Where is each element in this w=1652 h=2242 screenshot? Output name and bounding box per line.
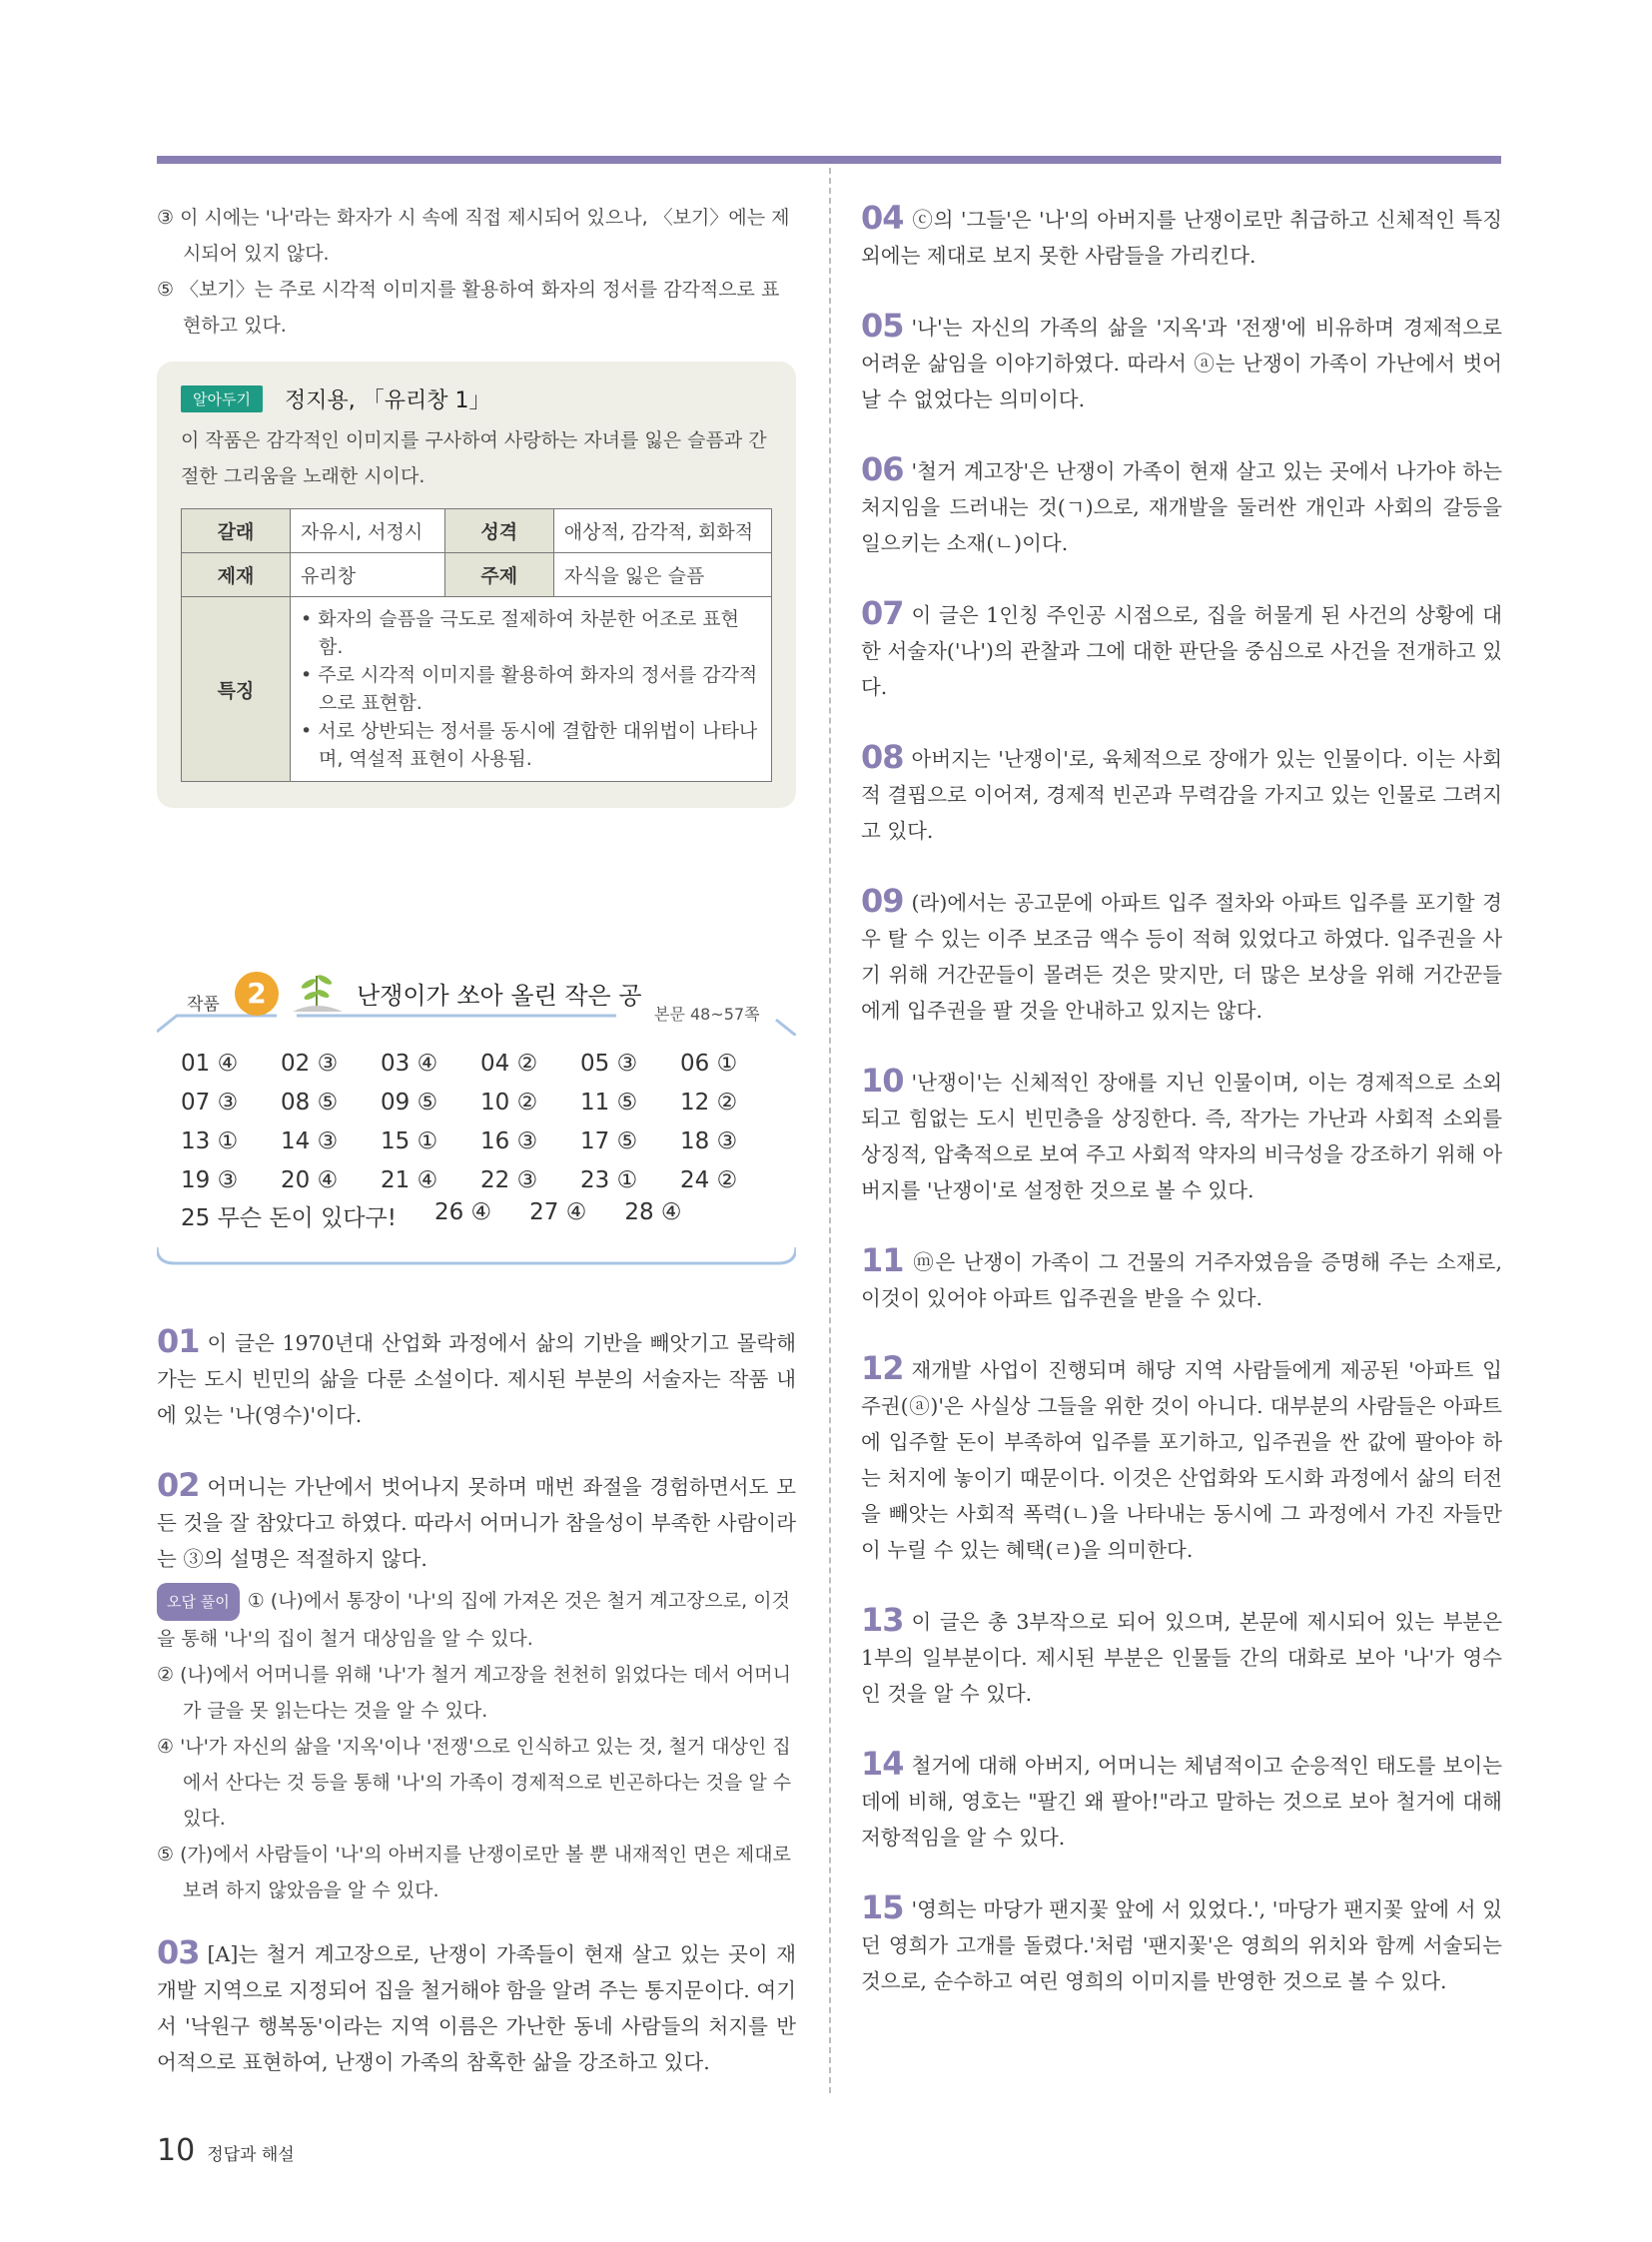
explanation-text: 철거에 대해 아버지, 어머니는 체념적이고 순응적인 태도를 보이는 데에 비해, 영호는 "팔긴 왜 팔아!"라고 말하는 것으로 보아 철거에 대해 저항적임을 알 수 있다. (861, 1754, 1502, 1850)
explanation-text: 이 글은 1970년대 산업화 과정에서 삶의 기반을 빼앗기고 몰락해 가는 도시 빈민의 삶을 다룬 소설이다. 제시된 부분의 서술자는 작품 내에 있는 '나(영수)'이다. (157, 1331, 796, 1427)
feature-item: • 화자의 슬픔을 극도로 절제하여 차분한 어조로 표현함. (301, 608, 739, 658)
explanation-05 (861, 308, 1502, 417)
info-table (181, 508, 772, 782)
explanation-number: 02 (157, 1466, 200, 1504)
left-top-item: ⑤ 〈보기〉는 주로 시각적 이미지를 활용하여 화자의 정서를 감각적으로 표현하고 있다. (157, 279, 780, 337)
material-value: 유리창 (291, 553, 445, 597)
answer: 11 ⑤ (580, 1090, 638, 1116)
work-pages: 본문 48~57쪽 (654, 1005, 760, 1024)
explanation-number: 15 (861, 1888, 904, 1926)
explanation-text: 아버지는 '난쟁이'로, 육체적으로 장애가 있는 인물이다. 이는 사회적 결핍으로 이어져, 경제적 빈곤과 무력감을 가지고 있는 인물로 그려지고 있다. (861, 747, 1502, 843)
feature-cell (291, 597, 772, 782)
explanation-text: '철거 계고장'은 난쟁이 가족이 현재 살고 있는 곳에서 나가야 하는 처지임을 드러내는 것(ㄱ)으로, 재개발을 둘러싼 개인과 사회의 갈등을 일으키는 소재(ㄴ)이다. (861, 459, 1502, 555)
explanation-11 (861, 1242, 1502, 1316)
column-divider (829, 168, 831, 2093)
wrong-answer-item: ② (나)에서 어머니를 위해 '나'가 철거 계고장을 천천히 읽었다는 데서 어머니가 글을 못 읽는다는 것을 알 수 있다. (157, 1664, 791, 1722)
explanation-text: ⓜ은 난쟁이 가족이 그 건물의 거주자였음을 증명해 주는 소재로, 이것이 있어야 아파트 입주권을 받을 수 있다. (861, 1250, 1502, 1310)
theme-value: 자식을 잃은 슬픔 (553, 553, 771, 597)
explanation-number: 09 (861, 882, 904, 920)
explanation-text: 어머니는 가난에서 벗어나지 못하며 매번 좌절을 경험하면서도 모든 것을 잘 참았다고 하였다. 따라서 어머니가 참을성이 부족한 사람이라는 ③의 설명은 적절하지 않다. (157, 1475, 796, 1571)
feature-header: 특징 (182, 597, 291, 782)
explanation-07 (861, 595, 1502, 705)
right-column (861, 200, 1502, 2033)
explanation-14 (861, 1746, 1502, 1856)
feature-item: • 주로 시각적 이미지를 활용하여 화자의 정서를 감각적으로 표현함. (301, 664, 758, 714)
explanation-text: (라)에서는 공고문에 아파트 입주 절차와 아파트 입주를 포기할 경우 탈 수 있는 이주 보조금 액수 등이 적혀 있었다고 하였다. 입주권을 사기 위해 거간꾼들이 몰려든 것은 맞지만, 더 많은 보상을 위해 거간꾼들에게 입주권을 팔 것을 안내하고 있지는 않다. (861, 891, 1502, 1023)
answer-bottom-border (157, 1245, 796, 1275)
explanation-08 (861, 739, 1502, 849)
answer: 22 ③ (480, 1167, 538, 1193)
wrong-answer-item: ⑤ (가)에서 사람들이 '나'의 아버지를 난쟁이로만 볼 뿐 내재적인 면은 제대로 보려 하지 않았음을 알 수 있다. (157, 1844, 791, 1901)
page-number: 10 (157, 2133, 196, 2168)
explanation-number: 14 (861, 1745, 904, 1783)
answer: 02 ③ (281, 1051, 339, 1077)
answer: 12 ② (680, 1090, 738, 1116)
answer: 23 ① (580, 1167, 638, 1193)
answer: 16 ③ (480, 1128, 538, 1154)
answer: 09 ⑤ (381, 1090, 438, 1116)
explanation-04 (861, 200, 1502, 274)
work-number: 2 (235, 972, 279, 1016)
explanation-text: [A]는 철거 계고장으로, 난쟁이 가족들이 현재 살고 있는 곳이 재개발 지역으로 지정되어 집을 철거해야 함을 알려 주는 통지문이다. 여기서 '낙원구 행복동'이라는 지역 이름은 가난한 동네 사람들의 처지를 반어적으로 표현하여, 난쟁이 가족의 참혹한 삶을 강조하고 있다. (157, 1942, 796, 2074)
genre-header: 갈래 (182, 509, 291, 553)
feature-item: • 서로 상반되는 정서를 동시에 결합한 대위법이 나타나며, 역설적 표현이 사용됨. (301, 720, 758, 770)
explanation-09 (861, 883, 1502, 1029)
material-header: 제재 (182, 553, 291, 597)
explanation-06 (861, 451, 1502, 561)
explanation-number: 08 (861, 738, 904, 776)
explanation-03 (157, 1934, 796, 2080)
info-box (157, 362, 796, 808)
answer: 06 ① (680, 1051, 738, 1077)
explanation-number: 12 (861, 1349, 904, 1387)
footer-label: 정답과 해설 (207, 2145, 295, 2165)
answer-grid (181, 1048, 780, 1197)
left-column (157, 200, 796, 2114)
answer: 14 ③ (281, 1128, 339, 1154)
wrong-answer-item: ④ '나'가 자신의 삶을 '지옥'이나 '전쟁'으로 인식하고 있는 것, 철거 대상인 집에서 산다는 것 등을 통해 '나'의 가족이 경제적으로 빈곤하다는 것을 알 수 있다. (157, 1736, 792, 1830)
answer: 21 ④ (381, 1167, 438, 1193)
answer: 20 ④ (281, 1167, 339, 1193)
work-answer-section (157, 964, 796, 1323)
wrong-answer-notes (157, 1583, 796, 1908)
answer: 07 ③ (181, 1090, 239, 1116)
wrong-answer-item: ① (나)에서 통장이 '나'의 집에 가져온 것은 철거 계고장으로, 이것을 통해 '나'의 집이 철거 대상임을 알 수 있다. (157, 1590, 790, 1650)
answer: 28 ④ (624, 1199, 682, 1225)
explanation-text: '난쟁이'는 신체적인 장애를 지닌 인물이며, 이는 경제적으로 소외되고 힘없는 도시 빈민층을 상징한다. 즉, 작가는 가난과 사회적 소외를 상징적, 압축적으로 보여 주고 사회적 약자의 비극성을 강조하기 위해 아버지를 '난쟁이'로 설정한 것으로 볼 수 있다. (861, 1071, 1502, 1202)
answer: 24 ② (680, 1167, 738, 1193)
page-footer (157, 2133, 295, 2168)
info-badge: 알아두기 (181, 385, 263, 412)
explanation-number: 13 (861, 1601, 904, 1639)
explanation-number: 11 (861, 1241, 904, 1279)
work-title: 난쟁이가 쏘아 올린 작은 공 (357, 982, 642, 1010)
info-desc: 이 작품은 감각적인 이미지를 구사하여 사랑하는 자녀를 잃은 슬픔과 간절한 그리움을 노래한 시이다. (181, 429, 767, 487)
explanation-12 (861, 1350, 1502, 1568)
top-rule (157, 156, 1501, 164)
char-value: 애상적, 감각적, 회화적 (553, 509, 771, 553)
answer: 17 ⑤ (580, 1128, 638, 1154)
theme-header: 주제 (444, 553, 553, 597)
explanation-text: 이 글은 1인칭 주인공 시점으로, 집을 허물게 된 사건의 상황에 대한 서술자('나')의 관찰과 그에 대한 판단을 중심으로 사건을 전개하고 있다. (861, 603, 1502, 699)
explanation-number: 04 (861, 199, 904, 237)
answer: 01 ④ (181, 1051, 239, 1077)
answer: 18 ③ (680, 1128, 738, 1154)
explanation-10 (861, 1063, 1502, 1208)
explanation-text: '영희는 마당가 팬지꽃 앞에 서 있었다.', '마당가 팬지꽃 앞에 서 있던 영희가 고개를 돌렸다.'처럼 '팬지꽃'은 영희의 위치와 함께 서술되는 것으로, 순수하고 여린 영희의 이미지를 반영한 것으로 볼 수 있다. (861, 1897, 1502, 1993)
explanation-text: 재개발 사업이 진행되며 해당 지역 사람들에게 제공된 '아파트 입주권(ⓐ)'은 사실상 그들을 위한 것이 아니다. 대부분의 사람들은 아파트에 입주할 돈이 부족하여 입주를 포기하고, 입주권을 싼 값에 팔아야 하는 처지에 놓이기 때문이다. 이것은 산업화와 도시화 과정에서 삶의 터전을 빼앗는 사회적 폭력(ㄴ)을 나타내는 동시에 그 과정에서 가진 자들만이 누릴 수 있는 혜택(ㄹ)을 의미한다. (861, 1358, 1502, 1562)
explanation-number: 06 (861, 450, 904, 488)
genre-value: 자유시, 서정시 (291, 509, 445, 553)
work-header (157, 964, 796, 1034)
info-title: 정지용, 「유리창 1」 (284, 388, 491, 413)
explanation-01 (157, 1323, 796, 1433)
explanation-number: 05 (861, 307, 904, 345)
explanation-number: 10 (861, 1062, 904, 1100)
left-top-item: ③ 이 시에는 '나'라는 화자가 시 속에 직접 제시되어 있으나, 〈보기〉에는 제시되어 있지 않다. (157, 207, 790, 265)
explanation-number: 03 (157, 1933, 200, 1971)
wrong-answer-badge: 오답 풀이 (157, 1583, 240, 1621)
explanation-text: ⓒ의 '그들'은 '나'의 아버지를 난쟁이로만 취급하고 신체적인 특징 외에는 제대로 보지 못한 사람들을 가리킨다. (861, 208, 1502, 268)
answer: 10 ② (480, 1090, 538, 1116)
explanation-number: 07 (861, 594, 904, 632)
answer: 25 무슨 돈이 있다구! (181, 1205, 397, 1231)
explanation-13 (861, 1602, 1502, 1712)
explanation-15 (861, 1889, 1502, 1999)
plant-icon (287, 964, 347, 1014)
answer: 08 ⑤ (281, 1090, 339, 1116)
answer: 04 ② (480, 1051, 538, 1077)
explanation-number: 01 (157, 1322, 200, 1360)
work-label: 작품 (187, 995, 220, 1015)
answer: 03 ④ (381, 1051, 438, 1077)
explanation-text: 이 글은 총 3부작으로 되어 있으며, 본문에 제시되어 있는 부분은 1부의 일부분이다. 제시된 부분은 인물들 간의 대화로 보아 '나'가 영수인 것을 알 수 있다. (861, 1610, 1502, 1706)
char-header: 성격 (444, 509, 553, 553)
answer: 26 ④ (433, 1199, 492, 1225)
answer-last-row (181, 1199, 682, 1232)
answer: 19 ③ (181, 1167, 239, 1193)
answer: 13 ① (181, 1128, 239, 1154)
explanation-02 (157, 1467, 796, 1908)
answer: 05 ③ (580, 1051, 638, 1077)
explanation-text: '나'는 자신의 가족의 삶을 '지옥'과 '전쟁'에 비유하며 경제적으로 어려운 삶임을 이야기하였다. 따라서 ⓐ는 난쟁이 가족이 가난에서 벗어날 수 없었다는 의미이다. (861, 316, 1502, 411)
answer: 27 ④ (529, 1199, 587, 1225)
answer: 15 ① (381, 1128, 438, 1154)
